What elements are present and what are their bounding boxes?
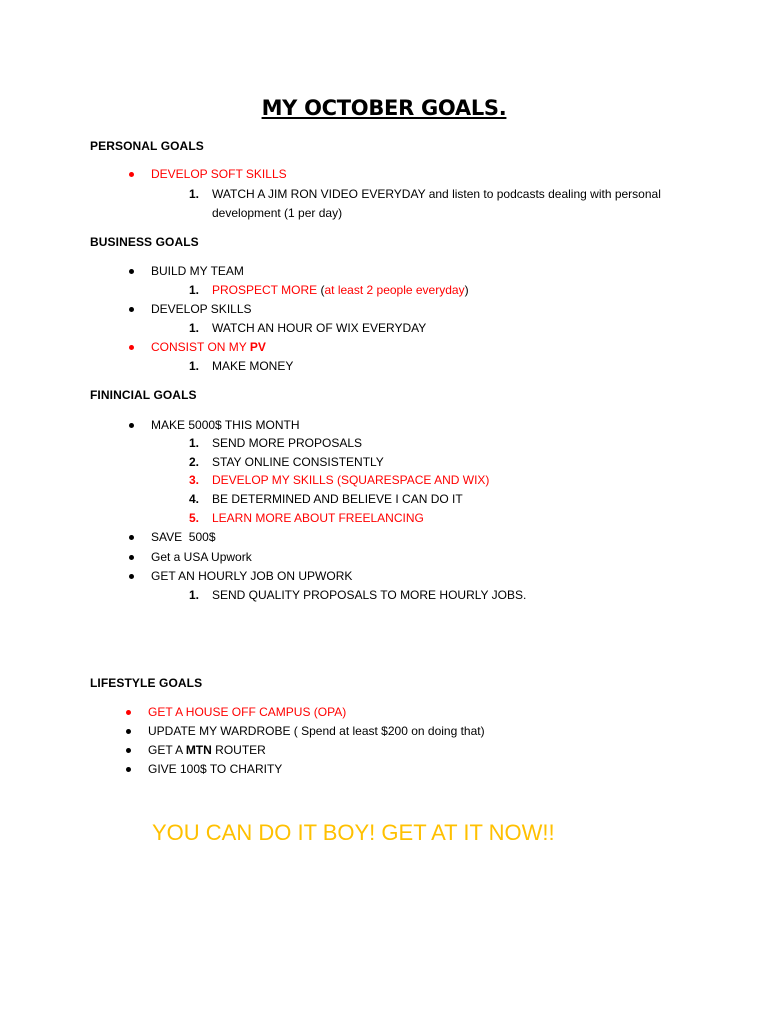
bullet-icon — [128, 165, 136, 184]
bullet-icon — [128, 338, 136, 357]
bullet-icon — [125, 741, 133, 760]
financial-sub-quality-proposals: SEND QUALITY PROPOSALS TO MORE HOURLY JOBS. — [212, 588, 527, 602]
list-number: 5. — [189, 511, 200, 525]
bullet-icon — [128, 567, 136, 586]
business-sub-wix: WATCH AN HOUR OF WIX EVERYDAY — [212, 321, 427, 335]
page-title: MY OCTOBER GOALS. — [261, 96, 507, 120]
personal-goals-heading: PERSONAL GOALS — [90, 139, 204, 153]
personal-sub-jim-ron-cont: development (1 per day) — [212, 206, 343, 220]
business-sub-make-money: MAKE MONEY — [212, 359, 294, 373]
bullet-icon — [128, 300, 136, 319]
prospect-detail-text: at least 2 people everyday — [324, 283, 465, 297]
business-goals-heading: BUSINESS GOALS — [90, 235, 199, 249]
mtn-prefix: GET A — [148, 743, 183, 757]
paren-close: ) — [464, 283, 469, 297]
list-number: 1. — [189, 187, 200, 201]
lifestyle-goals-heading: LIFESTYLE GOALS — [90, 676, 203, 690]
financial-goals-heading: FININCIAL GOALS — [90, 388, 197, 402]
pv-text: PV — [249, 340, 266, 354]
lifestyle-item-house: GET A HOUSE OFF CAMPUS (OPA) — [148, 705, 347, 719]
list-number: 2. — [189, 455, 200, 469]
mtn-text: MTN — [185, 743, 212, 757]
financial-item-usa-upwork: Get a USA Upwork — [151, 550, 252, 564]
lifestyle-item-mtn-router — [148, 741, 266, 760]
list-number: 1. — [189, 283, 200, 297]
lifestyle-item-wardrobe: UPDATE MY WARDROBE ( Spend at least $200 on doing that) — [148, 724, 485, 738]
business-item-consist-pv — [151, 338, 266, 357]
financial-item-make-5000: MAKE 5000$ THIS MONTH — [151, 418, 300, 432]
bullet-icon — [125, 703, 133, 722]
personal-item-soft-skills: DEVELOP SOFT SKILLS — [151, 167, 287, 181]
paren-open: ( — [320, 283, 325, 297]
financial-sub-develop-skills: DEVELOP MY SKILLS (SQUARESPACE AND WIX) — [212, 473, 490, 487]
bullet-icon — [128, 548, 136, 567]
list-number: 4. — [189, 492, 200, 506]
consist-prefix: CONSIST ON MY — [151, 340, 247, 354]
personal-sub-jim-ron: WATCH A JIM RON VIDEO EVERYDAY and listen to podcasts dealing with personal — [212, 187, 661, 201]
list-number: 1. — [189, 321, 200, 335]
bullet-icon — [128, 262, 136, 281]
mtn-suffix: ROUTER — [215, 743, 266, 757]
financial-sub-determined: BE DETERMINED AND BELIEVE I CAN DO IT — [212, 492, 463, 506]
bullet-icon — [128, 416, 136, 435]
lifestyle-item-charity: GIVE 100$ TO CHARITY — [148, 762, 283, 776]
business-item-build-team: BUILD MY TEAM — [151, 264, 244, 278]
list-number: 3. — [189, 473, 200, 487]
financial-sub-proposals: SEND MORE PROPOSALS — [212, 436, 363, 450]
financial-sub-freelancing: LEARN MORE ABOUT FREELANCING — [212, 511, 424, 525]
financial-item-save: SAVE 500$ — [151, 530, 216, 544]
list-number: 1. — [189, 588, 200, 602]
motivation-text: YOU CAN DO IT BOY! GET AT IT NOW!! — [152, 820, 555, 845]
financial-item-hourly-job: GET AN HOURLY JOB ON UPWORK — [151, 569, 353, 583]
financial-sub-online: STAY ONLINE CONSISTENTLY — [212, 455, 384, 469]
bullet-icon — [128, 528, 136, 547]
business-item-develop-skills: DEVELOP SKILLS — [151, 302, 252, 316]
prospect-more-text: PROSPECT MORE — [212, 283, 318, 297]
business-sub-prospect — [212, 281, 469, 300]
bullet-icon — [125, 760, 133, 779]
list-number: 1. — [189, 359, 200, 373]
list-number: 1. — [189, 436, 200, 450]
bullet-icon — [125, 722, 133, 741]
